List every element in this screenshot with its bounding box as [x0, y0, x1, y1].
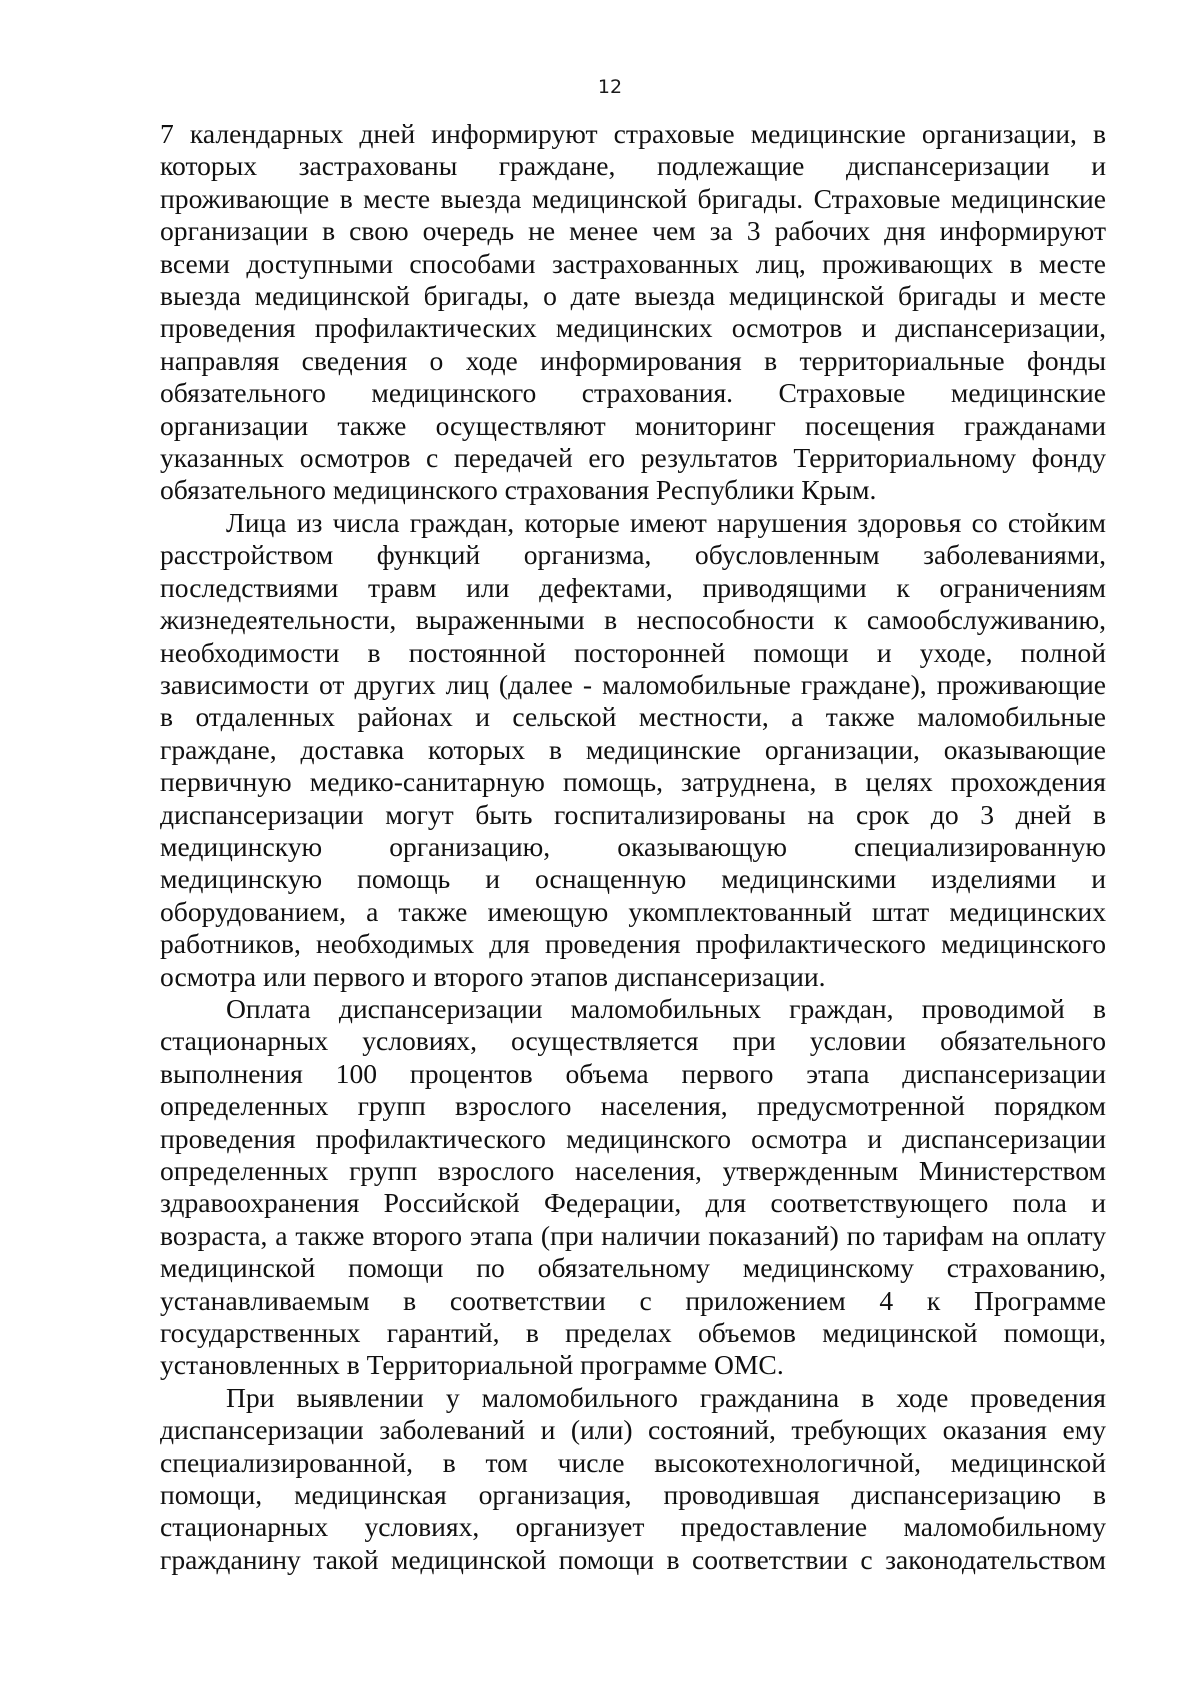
text-line: в отдаленных районах и сельской местности, а также маломобильные	[160, 701, 1106, 733]
text-line: осмотра или первого и второго этапов диспансеризации.	[160, 960, 826, 992]
text-line: расстройством функций организма, обусловленным заболеваниями,	[160, 539, 1106, 571]
text-line: необходимости в постоянной посторонней помощи и уходе, полной	[160, 636, 1106, 668]
text-line: диспансеризации могут быть госпитализированы на срок до 3 дней в	[160, 798, 1106, 830]
text-line: диспансеризации заболеваний и (или) состояний, требующих оказания ему	[160, 1414, 1106, 1446]
text-line: помощи, медицинская организация, проводившая диспансеризацию в	[160, 1479, 1106, 1511]
document-body	[160, 118, 1106, 1576]
text-line: специализированной, в том числе высокотехнологичной, медицинской	[160, 1446, 1106, 1478]
text-line: граждане, доставка которых в медицинские организации, оказывающие	[160, 733, 1106, 765]
text-line: обязательного медицинского страхования. Страховые медицинские	[160, 377, 1106, 409]
text-line: определенных групп взрослого населения, предусмотренной порядком	[160, 1090, 1106, 1122]
text-line: проведения профилактического медицинского осмотра и диспансеризации	[160, 1122, 1106, 1154]
paragraph	[160, 1382, 1106, 1576]
text-line: Оплата диспансеризации маломобильных граждан, проводимой в	[226, 992, 1106, 1024]
page-number: 12	[597, 76, 623, 98]
text-line: обязательного медицинского страхования Республики Крым.	[160, 474, 877, 506]
text-line: выполнения 100 процентов объема первого этапа диспансеризации	[160, 1057, 1106, 1089]
text-line: медицинскую организацию, оказывающую специализированную	[160, 830, 1106, 862]
text-line: Лица из числа граждан, которые имеют нарушения здоровья со стойким	[226, 506, 1106, 538]
text-line: установленных в Территориальной программе ОМС.	[160, 1349, 784, 1381]
text-line: которых застрахованы граждане, подлежащие диспансеризации и	[160, 150, 1106, 182]
text-line: работников, необходимых для проведения профилактического медицинского	[160, 928, 1106, 960]
text-line: выезда медицинской бригады, о дате выезда медицинской бригады и месте	[160, 280, 1106, 312]
text-line: здравоохранения Российской Федерации, для соответствующего пола и	[160, 1187, 1106, 1219]
text-line: направляя сведения о ходе информирования в территориальные фонды	[160, 344, 1106, 376]
text-line: первичную медико-санитарную помощь, затруднена, в целях прохождения	[160, 766, 1106, 798]
text-line: жизнедеятельности, выраженными в неспособности к самообслуживанию,	[160, 604, 1106, 636]
paragraph	[160, 118, 1106, 507]
text-line: медицинскую помощь и оснащенную медицинскими изделиями и	[160, 863, 1106, 895]
text-line: зависимости от других лиц (далее - маломобильные граждане), проживающие	[160, 668, 1106, 700]
text-line: всеми доступными способами застрахованных лиц, проживающих в месте	[160, 247, 1106, 279]
text-line: стационарных условиях, осуществляется при условии обязательного	[160, 1025, 1106, 1057]
text-line: 7 календарных дней информируют страховые медицинские организации, в	[160, 118, 1106, 149]
text-line: возраста, а также второго этапа (при наличии показаний) по тарифам на оплату	[160, 1219, 1106, 1251]
text-line: стационарных условиях, организует предоставление маломобильному	[160, 1511, 1106, 1543]
paragraph	[160, 507, 1106, 993]
text-line: указанных осмотров с передачей его результатов Территориальному фонду	[160, 442, 1106, 474]
text-line: проведения профилактических медицинских осмотров и диспансеризации,	[160, 312, 1106, 344]
text-line: медицинской помощи по обязательному медицинскому страхованию,	[160, 1252, 1106, 1284]
text-line: При выявлении у маломобильного гражданина в ходе проведения	[226, 1381, 1106, 1413]
paragraph	[160, 993, 1106, 1382]
text-line: организации в свою очередь не менее чем за 3 рабочих дня информируют	[160, 215, 1106, 247]
text-line: оборудованием, а также имеющую укомплектованный штат медицинских	[160, 895, 1106, 927]
text-line: организации также осуществляют мониторинг посещения гражданами	[160, 409, 1106, 441]
text-line: проживающие в месте выезда медицинской бригады. Страховые медицинские	[160, 182, 1106, 214]
text-line: определенных групп взрослого населения, утвержденным Министерством	[160, 1155, 1106, 1186]
text-line: гражданину такой медицинской помощи в соответствии с законодательством	[160, 1543, 1106, 1575]
text-line: устанавливаемым в соответствии с приложением 4 к Программе	[160, 1284, 1106, 1316]
text-line: государственных гарантий, в пределах объемов медицинской помощи,	[160, 1317, 1106, 1349]
text-line: последствиями травм или дефектами, приводящими к ограничениям	[160, 571, 1106, 603]
